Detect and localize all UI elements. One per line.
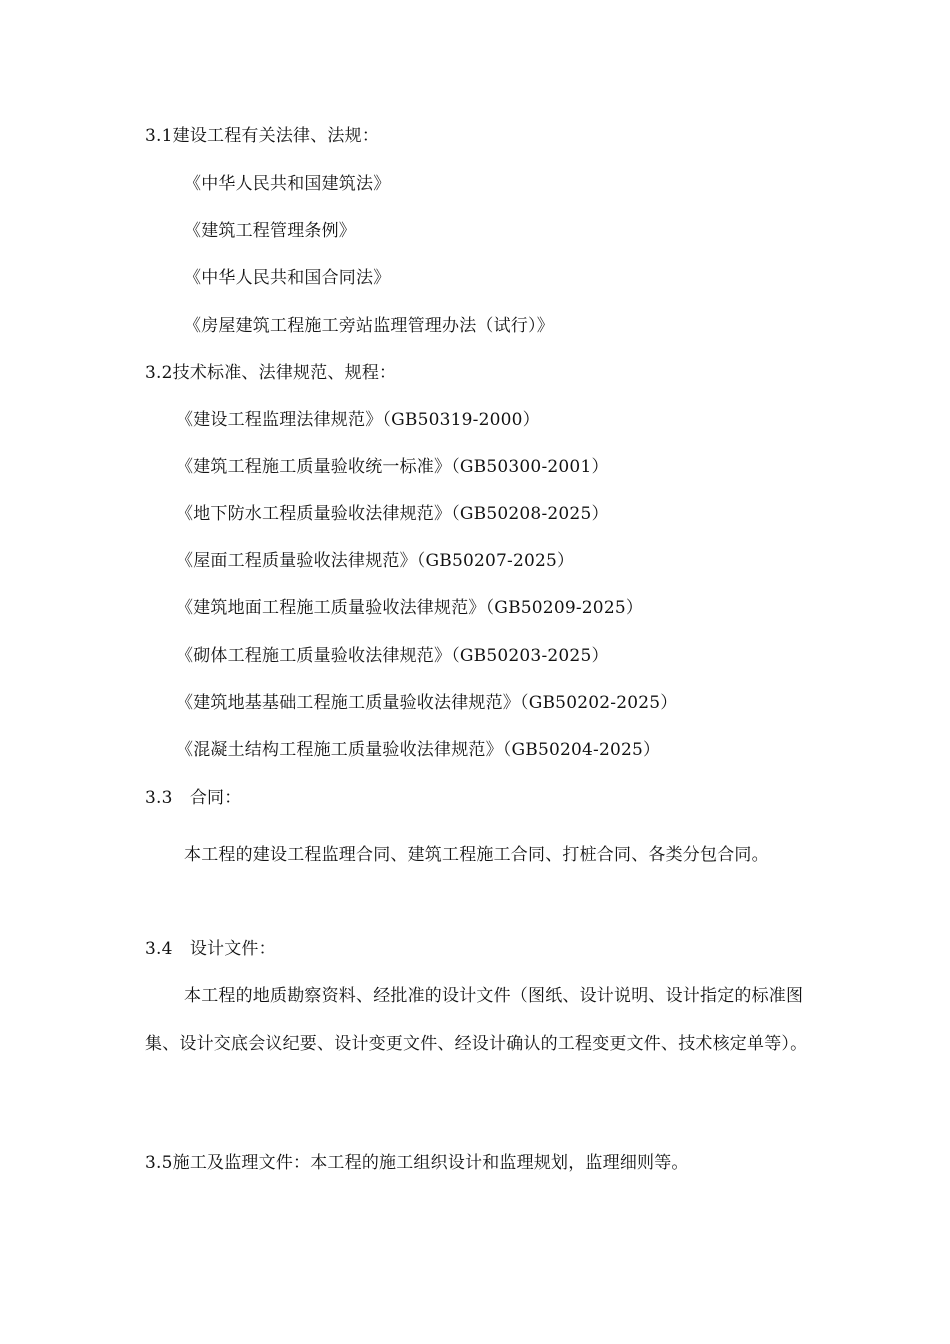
standard-item: 《地下防水工程质量验收法律规范》（GB50208-2025）: [176, 504, 609, 524]
section-3-4-body: 本工程的地质勘察资料、经批准的设计文件（图纸、设计说明、设计指定的标准图集、设计交底会议纪要、设计变更文件、经设计确认的工程变更文件、技术核定单等）。: [145, 986, 808, 1054]
standard-item: 《建筑地基基础工程施工质量验收法律规范》（GB50202-2025）: [176, 693, 678, 713]
standard-item: 《建筑工程施工质量验收统一标准》（GB50300-2001）: [176, 457, 609, 477]
section-3-2-heading: 3.2技术标准、法律规范、规程：: [145, 363, 397, 383]
section-3-3-body: 本工程的建设工程监理合同、建筑工程施工合同、打桩合同、各类分包合同。: [184, 845, 769, 865]
law-item: 《建筑工程管理条例》: [184, 221, 356, 241]
law-item: 《中华人民共和国合同法》: [184, 268, 391, 288]
section-3-3-heading: 3.3 合同：: [145, 788, 242, 808]
standard-item: 《屋面工程质量验收法律规范》（GB50207-2025）: [176, 551, 575, 571]
standard-item: 《混凝土结构工程施工质量验收法律规范》（GB50204-2025）: [176, 740, 661, 760]
standard-item: 《建设工程监理法律规范》（GB50319-2000）: [176, 410, 540, 430]
law-item: 《房屋建筑工程施工旁站监理管理办法（试行）》: [184, 316, 554, 336]
standard-item: 《建筑地面工程施工质量验收法律规范》（GB50209-2025）: [176, 598, 644, 618]
section-3-5-heading: 3.5施工及监理文件：本工程的施工组织设计和监理规划，监理细则等。: [145, 1153, 689, 1173]
law-item: 《中华人民共和国建筑法》: [184, 174, 391, 194]
section-3-4-heading: 3.4 设计文件：: [145, 939, 276, 959]
section-3-1-heading: 3.1建设工程有关法律、法规：: [145, 126, 380, 146]
standard-item: 《砌体工程施工质量验收法律规范》（GB50203-2025）: [176, 646, 609, 666]
